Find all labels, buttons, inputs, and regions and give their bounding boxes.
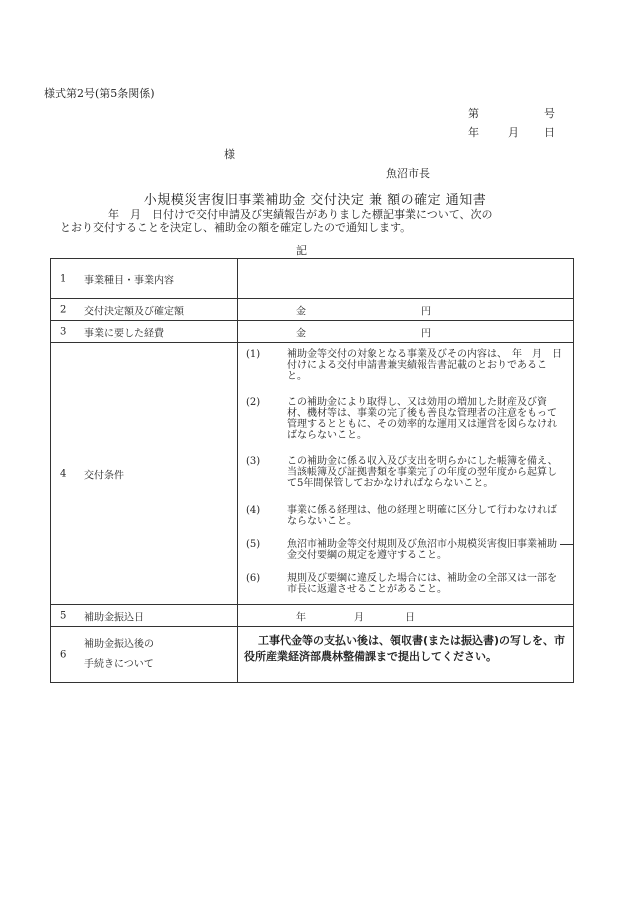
post-transfer-procedure	[238, 627, 574, 683]
condition-text: 規則及び要綱に違反した場合には、補助金の全部又は一部を市長に返還させることがあること。	[287, 573, 557, 595]
row-number: 3	[60, 326, 67, 337]
document-number	[468, 105, 555, 121]
row-label-text: 交付決定額及び確定額	[84, 306, 184, 317]
row-label	[51, 259, 238, 299]
expense-amount-value	[238, 321, 574, 343]
table-row	[51, 627, 574, 683]
row-label-text: 事業に要した経費	[84, 328, 164, 339]
row-label-text: 事業種目・事業内容	[84, 275, 174, 286]
condition-number: (2)	[246, 397, 261, 408]
row-number: 2	[60, 304, 67, 315]
conditions-list	[238, 343, 574, 605]
row-label	[51, 605, 238, 627]
condition-text: 事業に係る経理は、他の経理と明確に区分して行わなければならないこと。	[287, 505, 557, 527]
procedure-note-text: 工事代金等の支払い後は、領収書(または振込書)の写しを、市役所産業経済部農林整備課まで提出してください。	[244, 634, 566, 663]
transfer-date-month: 月	[354, 612, 364, 623]
margin-mark	[560, 544, 574, 545]
row-number: 4	[60, 468, 67, 479]
condition-number: (4)	[246, 505, 261, 516]
row-number: 5	[60, 610, 67, 621]
body-line-2: とおり交付することを決定し、補助金の額を確定したので通知します。	[60, 221, 412, 234]
condition-text: この補助金により取得し、又は効用の増加した財産及び資材、機材等は、事業の完了後も善良な管理者の注意をもって管理するとともに、その効率的な運用又は運営を図らなければならないこと。	[287, 397, 557, 441]
addressee: 様	[224, 148, 235, 161]
row-number: 1	[60, 273, 67, 284]
document-title: 小規模災害復旧事業補助金 交付決定 兼 額の確定 通知書	[143, 193, 487, 208]
amount-kin: 金	[296, 306, 306, 317]
row-label	[51, 343, 238, 605]
row-label-line-2: 手続きについて	[84, 658, 154, 670]
decided-amount-value	[238, 299, 574, 321]
condition-number: (5)	[246, 539, 261, 550]
table-row	[51, 605, 574, 627]
row-label	[51, 321, 238, 343]
row-label	[51, 627, 238, 683]
amount-en: 円	[421, 328, 431, 339]
transfer-date-value	[238, 605, 574, 627]
condition-number: (3)	[246, 456, 261, 467]
table-row	[51, 343, 574, 605]
issue-date-year: 年	[468, 126, 479, 139]
procedure-note	[244, 633, 566, 665]
details-table	[50, 258, 574, 683]
body-text	[60, 208, 493, 234]
body-line-1: 年 月 日付けで交付申請及び実績報告がありました標記事業について、次の	[108, 208, 493, 221]
condition-text: 補助金等交付の対象となる事業及びその内容は、 年 月 日付けによる交付申請書兼実績報告書記載のとおりであること。	[287, 349, 562, 382]
amount-kin: 金	[296, 328, 306, 339]
ki-marker: 記	[296, 244, 307, 257]
document-number-prefix: 第	[468, 107, 479, 120]
table-row	[51, 321, 574, 343]
row-label-text	[84, 635, 154, 675]
project-content-value	[238, 259, 574, 299]
condition-number: (6)	[246, 573, 261, 584]
row-label-text: 補助金振込日	[84, 612, 144, 623]
table-row	[51, 259, 574, 299]
condition-text: この補助金に係る収入及び支出を明らかにした帳簿を備え、当該帳簿及び証拠書類を事業完了の年度の翌年度から起算して5年間保管しておかなければならないこと。	[287, 456, 558, 489]
amount-en: 円	[421, 306, 431, 317]
issue-date-month: 月	[508, 126, 519, 139]
row-label-text: 交付条件	[84, 470, 124, 481]
document-number-suffix: 号	[544, 107, 555, 120]
condition-text: 魚沼市補助金等交付規則及び魚沼市小規模災害復旧事業補助金交付要綱の規定を遵守すること。	[287, 539, 557, 561]
row-label-line-1: 補助金振込後の	[84, 638, 154, 650]
row-label	[51, 299, 238, 321]
condition-number: (1)	[246, 349, 261, 360]
transfer-date-year: 年	[296, 612, 306, 623]
row-number: 6	[60, 649, 67, 660]
transfer-date-day: 日	[405, 612, 415, 623]
table-row	[51, 299, 574, 321]
issuer: 魚沼市長	[386, 167, 430, 180]
form-number: 様式第2号(第5条関係)	[44, 87, 155, 100]
issue-date-day: 日	[544, 126, 555, 139]
